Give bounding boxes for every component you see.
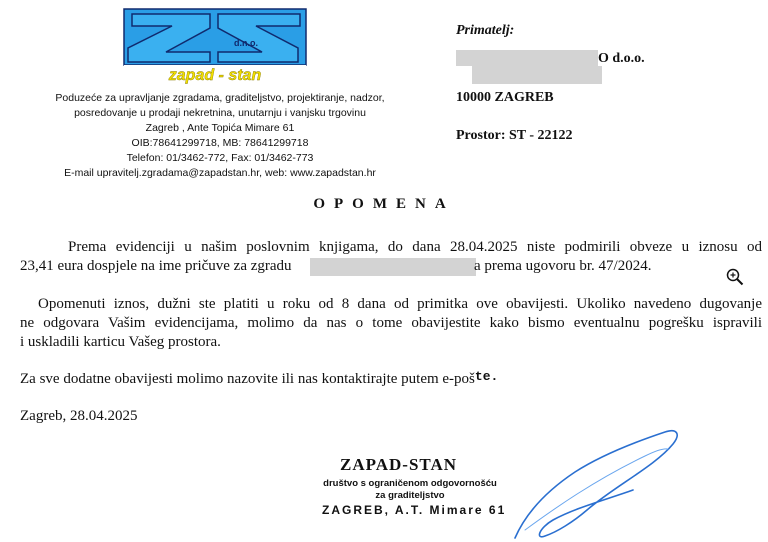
document-title: OPOMENA <box>313 196 455 212</box>
company-logo <box>122 6 308 86</box>
signature-line-1: društvo s ograničenom odgovornošću <box>323 478 497 489</box>
paragraph-3 <box>20 370 498 389</box>
paragraph-2-line-3: i uskladili karticu Vašeg prostora. <box>20 334 221 350</box>
paragraph-2-line-1: Opomenuti iznos, dužni ste platiti u roku od 8 dana od primitka ove obavijesti. Ukoliko navedeno dugovanje <box>38 296 762 312</box>
recipient-space: Prostor: ST - 22122 <box>456 128 573 143</box>
zoom-in-icon[interactable] <box>726 268 744 286</box>
company-oib: OIB:78641299718, MB: 78641299718 <box>131 137 309 149</box>
paragraph-2-line-2: ne odgovara Vašim evidencijama, molimo da nas o tome obavijestite kako bismo eventualnu pogrešku ispravili <box>20 315 762 331</box>
paragraph-1-line-2-end: a prema ugovoru br. 47/2024. <box>474 258 652 274</box>
redacted-building-address <box>310 258 476 276</box>
company-email: E-mail upravitelj.zgradama@zapadstan.hr, web: www.zapadstan.hr <box>64 167 376 179</box>
redacted-recipient-name <box>456 50 598 66</box>
signature-ink <box>505 420 685 542</box>
company-line-1: Poduzeće za upravljanje zgradama, graditeljstvo, projektiranje, nadzor, <box>55 92 385 104</box>
company-address: Zagreb , Ante Topića Mimare 61 <box>145 122 295 134</box>
recipient-company-suffix: O d.o.o. <box>598 51 645 66</box>
paragraph-3-text: Za sve dodatne obavijesti molimo nazovite ili nas kontaktirajte putem e-poš <box>20 371 475 387</box>
paragraph-1-line-2-start: 23,41 eura dospjele na ime pričuve za zgradu <box>20 258 292 274</box>
company-phone: Telefon: 01/3462-772, Fax: 01/3462-773 <box>126 152 314 164</box>
recipient-city: 10000 ZAGREB <box>456 90 554 105</box>
paragraph-1-line-1: Prema evidenciji u našim poslovnim knjigama, do dana 28.04.2025 niste podmirili obveze u iznosu od <box>68 239 762 255</box>
signature-address: ZAGREB, A.T. Mimare 61 <box>322 503 507 517</box>
document-date: Zagreb, 28.04.2025 <box>20 408 138 424</box>
logo-name: zapad - stan <box>168 67 262 84</box>
logo-dno: d.n.o. <box>234 38 258 48</box>
signature-line-2: za graditeljstvo <box>375 490 445 501</box>
signature-company-name: ZAPAD-STAN <box>340 455 458 474</box>
recipient-label: Primatelj: <box>456 23 515 38</box>
redacted-recipient-street <box>472 66 602 84</box>
paragraph-3-tail: te. <box>474 369 499 384</box>
company-line-2: posredovanje u prodaji nekretnina, unutarnju i vanjsku trgovinu <box>74 107 366 119</box>
